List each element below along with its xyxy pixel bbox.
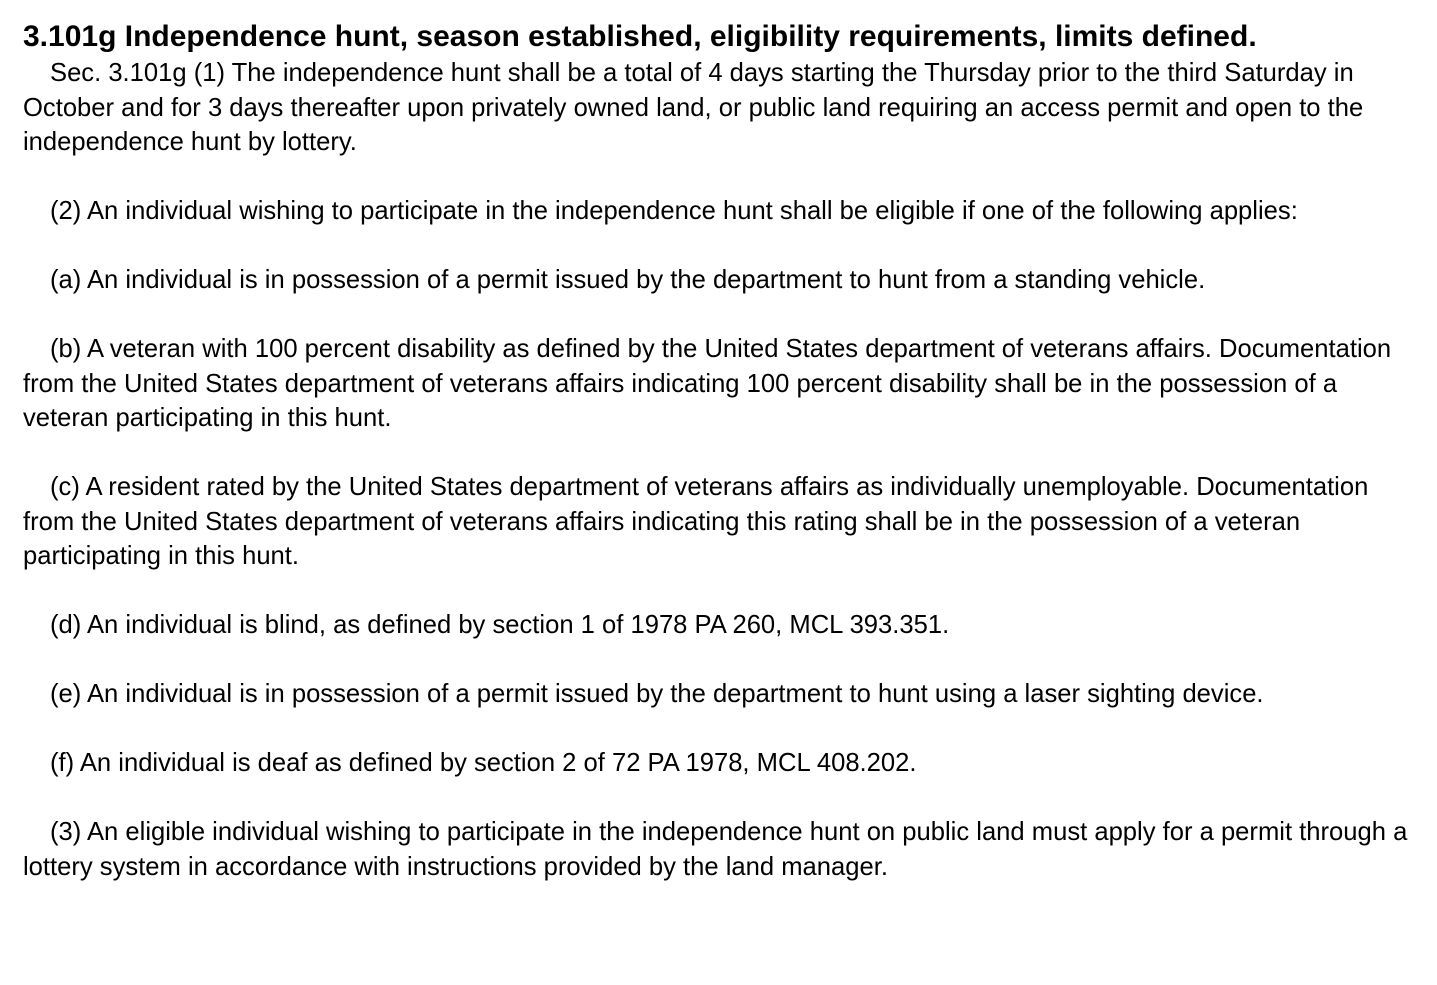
paragraph-3: (3) An eligible individual wishing to participate in the independence hunt on public land must apply for a permit through a lottery system in accordance with instructions provided by the land manager.: [23, 818, 1408, 881]
paragraph-2b: (b) A veteran with 100 percent disability as defined by the United States department of veterans affairs. Documentation from the United States department of veterans affairs indicating 100 percent disability shall be in the possession of a veteran participating in this hunt.: [23, 335, 1392, 432]
paragraph-2: (2) An individual wishing to participate in the independence hunt shall be eligible if one of the following applies:: [50, 197, 1298, 225]
paragraph-1: Sec. 3.101g (1) The independence hunt shall be a total of 4 days starting the Thursday prior to the third Saturday in October and for 3 days thereafter upon privately owned land, or public land requiring an access permit and open to the independence hunt by lottery.: [23, 59, 1364, 156]
document-body: [23, 18, 1423, 919]
paragraph-2c: (c) A resident rated by the United States department of veterans affairs as individually unemployable. Documentation from the United States department of veterans affairs indicating this rating shall be in the possession of a veteran participating in this hunt.: [23, 473, 1369, 570]
paragraph-2f: (f) An individual is deaf as defined by section 2 of 72 PA 1978, MCL 408.202.: [50, 749, 917, 777]
section-heading: 3.101g Independence hunt, season established, eligibility requirements, limits defined.: [23, 20, 1257, 53]
paragraph-2d: (d) An individual is blind, as defined by section 1 of 1978 PA 260, MCL 393.351.: [50, 611, 950, 639]
paragraph-2e: (e) An individual is in possession of a permit issued by the department to hunt using a laser sighting device.: [50, 680, 1264, 708]
paragraph-2a: (a) An individual is in possession of a permit issued by the department to hunt from a standing vehicle.: [50, 266, 1206, 294]
